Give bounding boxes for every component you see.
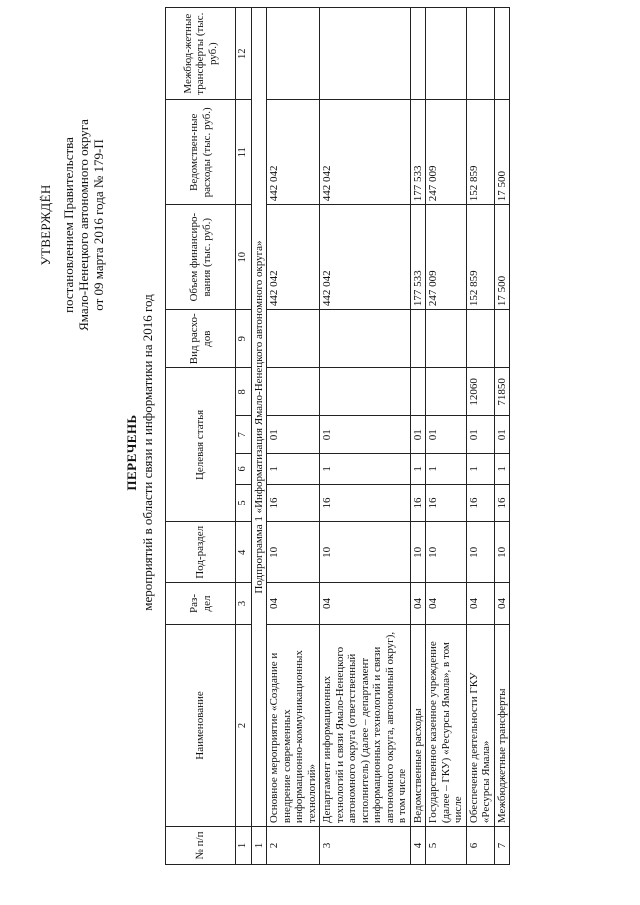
table-row <box>267 8 320 865</box>
row-podrazdel: 10 <box>267 522 320 583</box>
row-num: 7 <box>494 827 510 865</box>
row-target-1: 16 <box>410 484 426 522</box>
header-vedomstv: Ведомствен-ные расходы (тыс. руб.) <box>166 100 236 205</box>
row-target-4 <box>267 368 320 416</box>
subprogram-row <box>251 8 267 865</box>
row-mezhbyud <box>320 8 411 100</box>
row-num: 4 <box>410 827 426 865</box>
row-mezhbyud <box>426 8 467 100</box>
row-podrazdel: 10 <box>466 522 494 583</box>
row-target-1: 16 <box>426 484 467 522</box>
row-target-3: 01 <box>426 416 467 454</box>
row-target-2: 1 <box>426 454 467 484</box>
measures-table <box>165 7 510 865</box>
row-obem: 17 500 <box>494 205 510 310</box>
row-target-1: 16 <box>267 484 320 522</box>
row-target-1: 16 <box>320 484 411 522</box>
col-number: 4 <box>236 522 252 583</box>
row-target-1: 16 <box>494 484 510 522</box>
table-row <box>320 8 411 865</box>
row-vedomstv: 17 500 <box>494 100 510 205</box>
row-podrazdel: 10 <box>410 522 426 583</box>
row-razdel: 04 <box>410 583 426 625</box>
row-vedomstv: 152 859 <box>466 100 494 205</box>
row-razdel: 04 <box>494 583 510 625</box>
row-target-2: 1 <box>494 454 510 484</box>
row-razdel: 04 <box>426 583 467 625</box>
row-target-2: 1 <box>466 454 494 484</box>
row-num: 5 <box>426 827 467 865</box>
page-title: ПЕРЕЧЕНЬ <box>124 414 139 491</box>
row-target-3: 01 <box>320 416 411 454</box>
header-name: Наименование <box>166 624 236 826</box>
row-num: 3 <box>320 827 411 865</box>
row-vedomstv: 177 533 <box>410 100 426 205</box>
header-razdel: Раз-дел <box>166 583 236 625</box>
col-number: 2 <box>236 624 252 826</box>
row-name: Государственное казенное учреждение (далее – ГКУ) «Ресурсы Ямала», в том числе <box>426 624 467 826</box>
row-vid <box>410 310 426 368</box>
row-razdel: 04 <box>267 583 320 625</box>
row-podrazdel: 10 <box>320 522 411 583</box>
row-target-2: 1 <box>267 454 320 484</box>
row-vid <box>320 310 411 368</box>
header-obem: Объем финансиро-вания (тыс. руб.) <box>166 205 236 310</box>
approval-line-2: Ямало-Ненецкого автономного округа <box>76 119 91 331</box>
table-row <box>426 8 467 865</box>
row-vid <box>466 310 494 368</box>
row-obem: 152 859 <box>466 205 494 310</box>
subprogram-title: Подпрограмма 1 «Информатизация Ямало-Ненецкого автономного округа» <box>251 8 267 827</box>
row-name: Межбюджетные трансферты <box>494 624 510 826</box>
header-celevaya: Целевая статья <box>166 368 236 522</box>
row-vedomstv: 247 009 <box>426 100 467 205</box>
table-row <box>410 8 426 865</box>
row-razdel: 04 <box>320 583 411 625</box>
row-obem: 177 533 <box>410 205 426 310</box>
col-number: 3 <box>236 583 252 625</box>
approval-block <box>38 65 106 385</box>
row-obem: 247 009 <box>426 205 467 310</box>
column-number-row <box>236 8 252 865</box>
approval-line-3: от 09 марта 2016 года № 179-П <box>91 139 106 311</box>
subprogram-num: 1 <box>251 827 267 865</box>
col-number: 1 <box>236 827 252 865</box>
table-row <box>466 8 494 865</box>
row-name: Обеспечение деятельности ГКУ «Ресурсы Ямала» <box>466 624 494 826</box>
row-razdel: 04 <box>466 583 494 625</box>
approval-line-1: постановлением Правительства <box>61 137 76 313</box>
col-number: 10 <box>236 205 252 310</box>
header-vid: Вид расхо-дов <box>166 310 236 368</box>
row-target-4 <box>320 368 411 416</box>
col-number: 9 <box>236 310 252 368</box>
row-target-3: 01 <box>494 416 510 454</box>
row-vid <box>426 310 467 368</box>
row-mezhbyud <box>466 8 494 100</box>
col-number: 8 <box>236 368 252 416</box>
row-target-4: 12060 <box>466 368 494 416</box>
header-mezhbyud: Межбюд-жетные трансферты (тыс. руб.) <box>166 8 236 100</box>
col-number: 12 <box>236 8 252 100</box>
header-num: № п/п <box>166 827 236 865</box>
row-target-3: 01 <box>466 416 494 454</box>
row-mezhbyud <box>494 8 510 100</box>
row-podrazdel: 10 <box>426 522 467 583</box>
row-podrazdel: 10 <box>494 522 510 583</box>
row-target-2: 1 <box>410 454 426 484</box>
row-target-2: 1 <box>320 454 411 484</box>
row-obem: 442 042 <box>320 205 411 310</box>
header-podrazdel: Под-раздел <box>166 522 236 583</box>
document-heading <box>124 0 156 905</box>
row-vedomstv: 442 042 <box>267 100 320 205</box>
table-header-row <box>166 8 236 865</box>
row-name: Ведомственные расходы <box>410 624 426 826</box>
row-mezhbyud <box>410 8 426 100</box>
row-name: Основное мероприятие «Создание и внедрение современных информационно-коммуникационных технологий» <box>267 624 320 826</box>
row-mezhbyud <box>267 8 320 100</box>
row-obem: 442 042 <box>267 205 320 310</box>
col-number: 7 <box>236 416 252 454</box>
row-target-3: 01 <box>267 416 320 454</box>
row-target-4 <box>410 368 426 416</box>
row-vedomstv: 442 042 <box>320 100 411 205</box>
page-subtitle: мероприятий в области связи и информатики на 2016 год <box>140 294 155 611</box>
row-target-4 <box>426 368 467 416</box>
approval-stamp: УТВЕРЖДЁН <box>38 184 53 266</box>
row-target-1: 16 <box>466 484 494 522</box>
row-vid <box>267 310 320 368</box>
row-target-4: 71850 <box>494 368 510 416</box>
row-vid <box>494 310 510 368</box>
col-number: 6 <box>236 454 252 484</box>
row-target-3: 01 <box>410 416 426 454</box>
row-num: 2 <box>267 827 320 865</box>
col-number: 11 <box>236 100 252 205</box>
row-num: 6 <box>466 827 494 865</box>
table-row <box>494 8 510 865</box>
row-name: Департамент информационных технологий и связи Ямало-Ненецкого автономного округа (ответственный исполнитель) (далее – департамент информационных технологий и связи автономного округа, автономный округ), в том числе <box>320 624 411 826</box>
col-number: 5 <box>236 484 252 522</box>
